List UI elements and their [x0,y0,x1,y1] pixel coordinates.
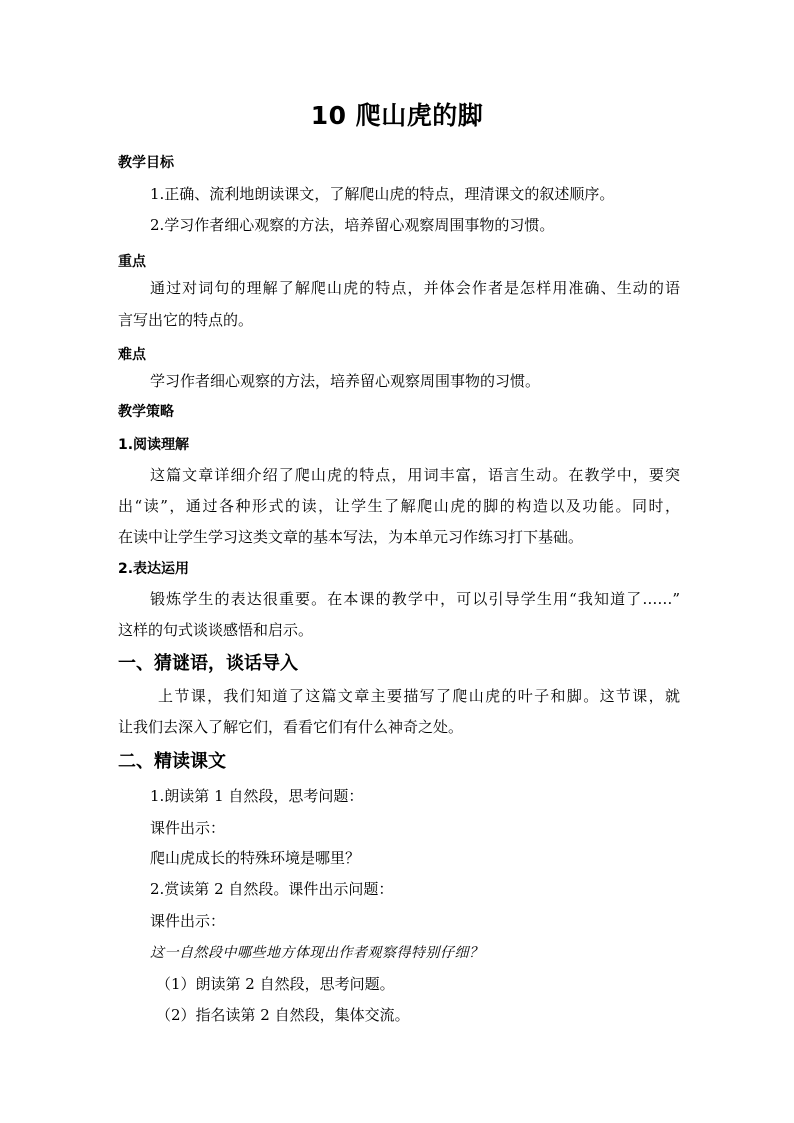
section2-heading: 二、精读课文 [118,751,226,772]
strategy-sub1-line-2: 出“读”，通过各种形式的读，让学生了解爬山虎的脚的构造以及功能。同时， [118,497,680,515]
section2-line-6: 这一自然段中哪些地方体现出作者观察得特别仔细？ [150,945,484,961]
section1-line-1: 上节课，我们知道了这篇文章主要描写了爬山虎的叶子和脚。这节课，就 [158,687,680,705]
section2-line-8: （2）指名读第 2 自然段，集体交流。 [156,1006,410,1024]
section2-line-5: 课件出示： [150,912,226,930]
difficulty-heading: 难点 [118,347,146,363]
difficulty-text: 学习作者细心观察的方法，培养留心观察周围事物的习惯。 [150,372,541,390]
objective-item-2: 2.学习作者细心观察的方法，培养留心观察周围事物的习惯。 [150,216,555,234]
strategy-sub1-line-3: 在读中让学生学习这类文章的基本写法，为本单元习作练习打下基础。 [118,528,584,546]
objectives-heading: 教学目标 [118,155,174,171]
key-point-line-2: 言写出它的特点的。 [118,311,254,329]
section2-line-3: 爬山虎成长的特殊环境是哪里？ [150,849,361,867]
strategy-heading: 教学策略 [118,404,174,420]
strategy-sub1-line-1: 这篇文章详细介绍了爬山虎的特点，用词丰富，语言生动。在教学中，要突 [150,466,680,484]
key-point-heading: 重点 [118,254,146,270]
section1-heading: 一、猜谜语，谈话导入 [118,653,298,674]
objective-item-1: 1.正确、流利地朗读课文，了解爬山虎的特点，理清课文的叙述顺序。 [150,185,615,203]
key-point-line-1: 通过对词句的理解了解爬山虎的特点，并体会作者是怎样用准确、生动的语 [150,279,680,297]
strategy-sub1-heading: 1.阅读理解 [118,437,190,453]
section2-line-7: （1）朗读第 2 自然段，思考问题。 [156,975,395,993]
page-title: 10 爬山虎的脚 [310,101,484,130]
strategy-sub2-line-2: 这样的句式谈谈感悟和启示。 [118,621,314,639]
section2-line-2: 课件出示： [150,819,226,837]
section2-line-1: 1.朗读第 1 自然段，思考问题： [150,787,364,805]
strategy-sub2-heading: 2.表达运用 [118,561,190,577]
section1-line-2: 让我们去深入了解它们，看看它们有什么神奇之处。 [118,718,464,736]
section2-line-4: 2.赏读第 2 自然段。课件出示问题： [150,880,394,898]
strategy-sub2-line-1: 锻炼学生的表达很重要。在本课的教学中，可以引导学生用“我知道了……” [150,590,680,608]
